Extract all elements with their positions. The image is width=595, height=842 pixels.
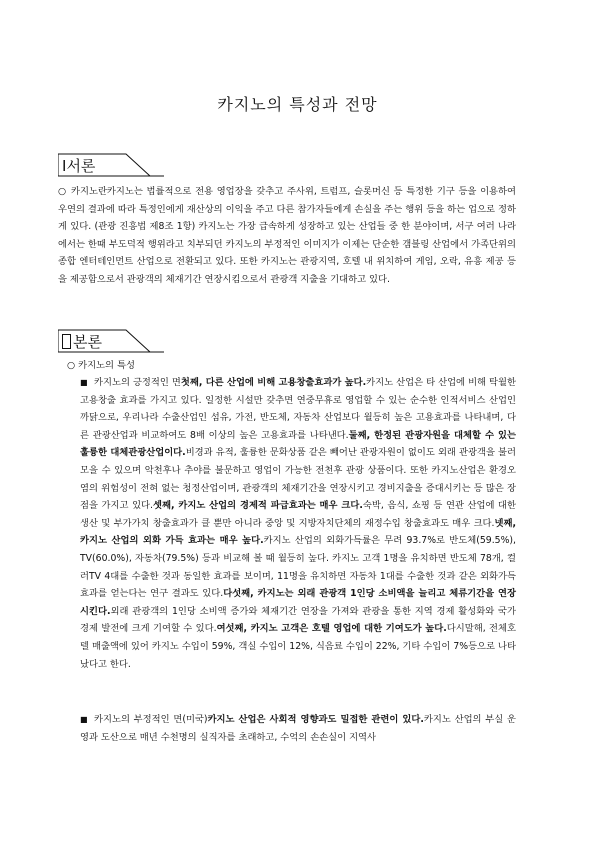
text-run: 비경과 유적, 훌륭한 문화상품 같은 빼어난 관광자원이 없이도 외래 관광객을 불러 모을 수 있으며 악천후나 추야를 불문하고 영업이 가능한 전천후 관광 상품이다. 또한 카지노산업은 환경오염의 위험성이 전혀 없는 청정산업이며, 관광객의 체재기간을 연장시키고 경비지출을 증대시키는 등 많은 장점을 가지고 있다.: [80, 447, 516, 512]
text-run: 카지노 산업은 타 산업에 비해 탁월한 고용창출 효과를 가지고 있다. 일정한 시설만 갖추면 연중무휴로 영업할 수 있는 순수한 인적서비스 산업인 까닭으로, 우리나라 수출산업인 섬유, 가전, 반도체, 자동차 산업보다 월등히 높은 고용효과를 나타내며, 다른 관광산업과 비교하여도 8배 이상의 높은 고용효과를 나타낸다.: [80, 377, 516, 441]
text-run: 카지노의 부정적인 면(미국): [94, 714, 208, 725]
text-run: 카지노 산업의 부실 운영과 도산으로 매년 수천명의 실직자를 초래하고, 수억의 손손실이 지역사: [80, 714, 516, 743]
positive-paragraph: [80, 374, 516, 673]
square-bullet-icon: ■: [80, 378, 88, 387]
intro-text: 카지노란카지노는 법률적으로 전용 영업장을 갖추고 주사위, 트럼프, 슬롯머신 등 특정한 기구 등을 이용하여 우연의 결과에 따라 특정인에게 재산상의 이익을 주고 다른 참가자들에게 손실을 주는 행위 등을 하는 업으로 정하게 있다. (관광 진흥법 제8조 1항) 카지노는 가장 급속하게 성장하고 있는 산업들 중 한 분야이며, 서구 여러 나라에서는 한때 부도덕적 행위라고 치부되던 카지노의 부정적인 이미지가 이제는 단순한 갬블링 산업에서 가족단위의 종합 엔터테인먼트 산업으로 전환되고 있다. 또한 카지노는 관광지역, 호텔 내 위치하여 게임, 오락, 유흥 제공 등을 제공함으로서 관광객의 체재기간 연장시킴으로서 관광객 지출을 기대하고 있다.: [58, 186, 516, 285]
sub-heading: [67, 357, 135, 371]
bold-run: 넷째, 카지노 산업의 외화 가득 효과는 매우 높다.: [80, 517, 516, 547]
bold-run: 여섯째, 카지노 고객은 호텔 영업에 대한 기여도가 높다.: [216, 623, 447, 635]
bold-run: 셋째, 카지노 산업의 경제적 파급효과는 매우 크다.: [153, 500, 363, 512]
text-run: 외래 관광객의 1인당 소비액 증가와 체재기간 연장을 가져와 관광을 통한 지역 경제 활성화와 국가 경제 발전에 크게 기여할 수 있다.: [80, 605, 516, 635]
bold-run: 둘째, 한정된 관광자원을 대체할 수 있는 훌륭한 대체관광산업이다.: [80, 429, 516, 459]
section-heading-body: [58, 329, 166, 353]
bold-run: 첫째, 다른 산업에 비해 고용창출효과가 높다.: [180, 377, 367, 388]
empty-box-icon: [62, 334, 71, 349]
text-run: 다시말해, 전체호텔 매출액에 있어 카지노 수입이 59%, 객실 수입이 12%, 식음료 수입이 22%, 기타 수입이 7%등으로 나타났다고 한다.: [80, 623, 516, 670]
negative-paragraph: [80, 711, 516, 746]
document-title: 카지노의 특성과 전망: [217, 95, 378, 114]
section-heading-intro-label: [62, 155, 95, 176]
text-run: 카지노의 긍정적인 면: [94, 377, 181, 388]
section-title: 서론: [66, 157, 96, 175]
sub-heading-text: 카지노의 특성: [78, 360, 135, 371]
section-heading-body-label: [62, 331, 102, 352]
positive-text: [80, 374, 516, 673]
square-bullet-icon: ■: [80, 715, 88, 724]
bold-run: 카지노 산업은 사회적 영향과도 밀접한 관련이 있다.: [207, 714, 424, 725]
text-run: 카지노 산업의 외화가득률은 무려 93.7%로 반도체(59.5%), TV(60.0%), 자동차(79.5%) 등과 비교해 볼 때 월등히 높다. 카지노 고객 1명을 유치하면 반도체 78개, 컬러TV 4대를 수출한 것과 동일한 효과를 보이며, 11명을 유치하면 자동차 1대를 수출한 것과 같은 외화가득효과를 얻는다는 연구 결과도 있다.: [80, 535, 516, 600]
section-title: 본론: [73, 333, 102, 351]
intro-paragraph: [58, 183, 516, 289]
circle-bullet-icon: ○: [67, 360, 76, 371]
text-run: 숙박, 음식, 쇼핑 등 연관 산업에 대한 생산 및 부가가치 창출효과가 클 뿐만 아니라 중앙 및 지방자치단체의 재정수입 창출효과도 매우 크다.: [80, 500, 517, 529]
bold-run: 다섯째, 카지노는 외래 관광객 1인당 소비액을 늘리고 체류기간을 연장시킨다.: [80, 588, 516, 617]
negative-text: [80, 711, 516, 746]
circle-bullet-icon: ○: [58, 186, 67, 197]
section-numeral: Ⅰ: [62, 157, 67, 175]
section-heading-intro: [58, 153, 166, 177]
